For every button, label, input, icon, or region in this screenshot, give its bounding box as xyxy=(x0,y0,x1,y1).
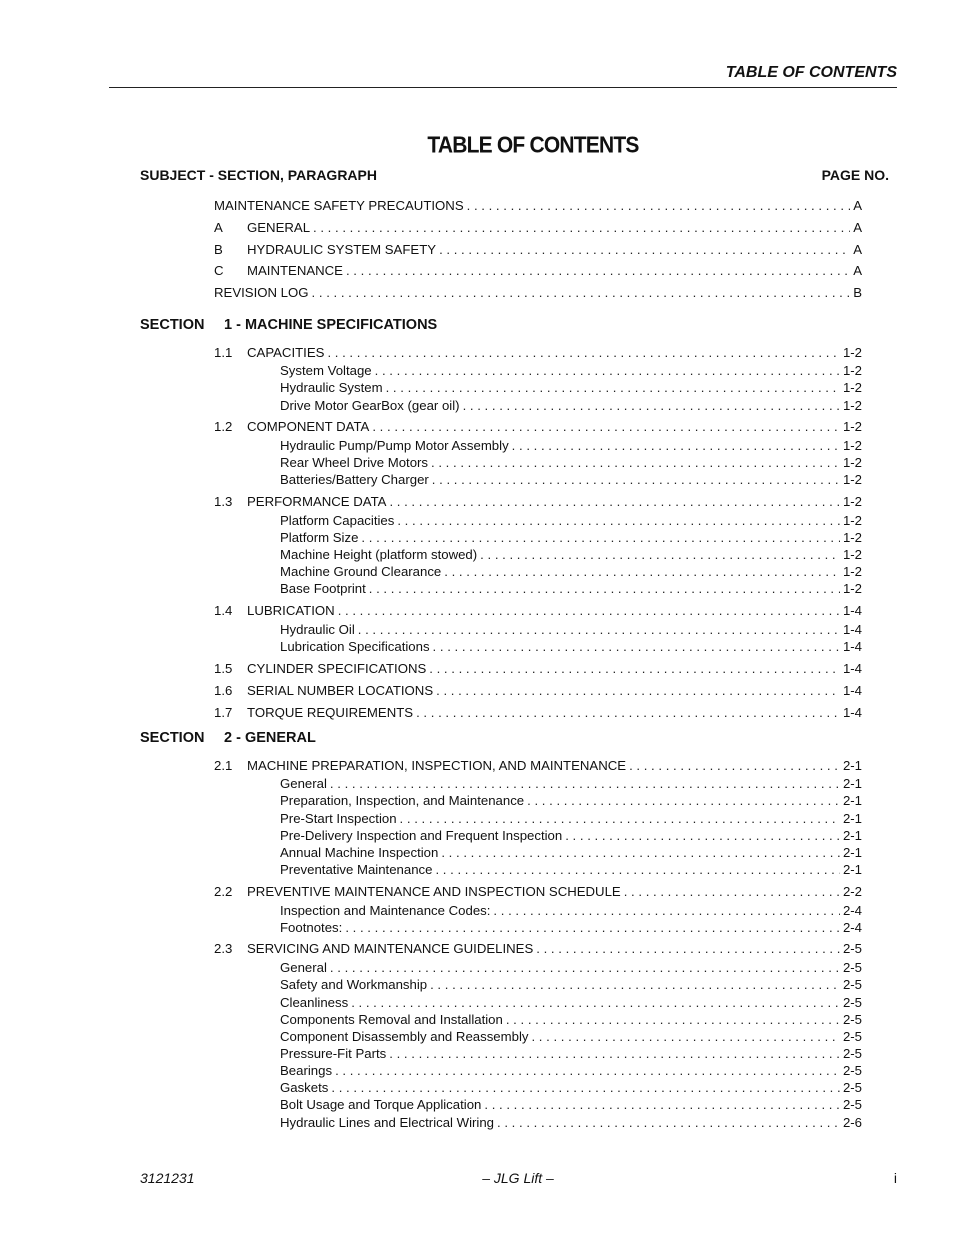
dot-leader xyxy=(327,344,840,361)
toc-entry-number: 1.4 xyxy=(214,603,233,618)
section-title: 2 - GENERAL xyxy=(224,730,316,746)
toc-entry-page: 2-5 xyxy=(842,1012,862,1027)
toc-subentry[interactable] xyxy=(280,1114,862,1131)
toc-entry-page: 1-2 xyxy=(842,455,862,470)
toc-entry-page: B xyxy=(853,285,862,300)
toc-entry-label: PERFORMANCE DATA xyxy=(247,494,387,509)
toc-entry-label: Base Footprint xyxy=(280,581,366,596)
toc-entry-page: 1-2 xyxy=(842,363,862,378)
toc-subentry[interactable] xyxy=(280,563,862,580)
toc-entry[interactable] xyxy=(214,940,862,957)
toc-entry-label: General xyxy=(280,776,327,791)
toc-entry-label: Safety and Workmanship xyxy=(280,977,428,992)
toc-entry-label: MACHINE PREPARATION, INSPECTION, AND MAINTENANCE xyxy=(247,758,627,773)
toc-entry[interactable] xyxy=(214,241,862,258)
toc-entry-page: 2-1 xyxy=(842,758,862,773)
dot-leader xyxy=(441,844,840,861)
toc-entry-label: PREVENTIVE MAINTENANCE AND INSPECTION SCHEDULE xyxy=(247,884,621,899)
toc-subentry[interactable] xyxy=(280,580,862,597)
toc-entry-page: 2-4 xyxy=(842,903,862,918)
toc-entry-page: 2-5 xyxy=(842,941,862,956)
toc-subentry[interactable] xyxy=(280,437,862,454)
toc-entry-page: 2-5 xyxy=(842,1063,862,1078)
dot-leader xyxy=(346,262,850,279)
toc-entry-page: 2-2 xyxy=(842,884,862,899)
toc-subentry[interactable] xyxy=(280,1028,862,1045)
toc-entry-page: 2-5 xyxy=(842,977,862,992)
toc-entry-page: 1-2 xyxy=(842,380,862,395)
toc-subentry[interactable] xyxy=(280,1096,862,1113)
toc-entry[interactable] xyxy=(214,757,862,774)
toc-entry-number: 1.7 xyxy=(214,705,233,720)
footer-brand: – JLG Lift – xyxy=(482,1170,554,1186)
toc-entry-page: 2-5 xyxy=(842,960,862,975)
dot-leader xyxy=(351,994,840,1011)
section-heading[interactable] xyxy=(140,317,437,333)
toc-entry-page: 1-2 xyxy=(842,581,862,596)
dot-leader xyxy=(467,197,851,214)
toc-entry-number: C xyxy=(214,263,224,278)
dot-leader xyxy=(345,919,840,936)
dot-leader xyxy=(358,621,840,638)
toc-entry-label: MAINTENANCE SAFETY PRECAUTIONS xyxy=(214,198,464,213)
toc-entry-label: GENERAL xyxy=(247,220,311,235)
toc-subentry[interactable] xyxy=(280,546,862,563)
section-word: SECTION xyxy=(140,317,205,333)
toc-entry-label: System Voltage xyxy=(280,363,372,378)
toc-subentry[interactable] xyxy=(280,775,862,792)
toc-entry-page: 2-1 xyxy=(842,811,862,826)
toc-entry-label: Machine Height (platform stowed) xyxy=(280,547,478,562)
dot-leader xyxy=(416,704,840,721)
dot-leader xyxy=(431,454,840,471)
toc-entry-label: Hydraulic Lines and Electrical Wiring xyxy=(280,1115,495,1130)
toc-entry-page: 1-2 xyxy=(842,398,862,413)
toc-entry-page: 1-2 xyxy=(842,438,862,453)
toc-entry-page: 2-6 xyxy=(842,1115,862,1130)
toc-entry-label: LUBRICATION xyxy=(247,603,335,618)
dot-leader xyxy=(444,563,840,580)
toc-subentry[interactable] xyxy=(280,529,862,546)
toc-entry-label: Batteries/Battery Charger xyxy=(280,472,429,487)
toc-entry-page: 1-4 xyxy=(842,639,862,654)
dot-leader xyxy=(493,902,840,919)
toc-entry-page: A xyxy=(853,242,862,257)
toc-entry[interactable] xyxy=(214,660,862,677)
dot-leader xyxy=(331,1079,840,1096)
toc-entry-page: 1-2 xyxy=(842,530,862,545)
toc-subentry[interactable] xyxy=(280,362,862,379)
toc-entry-number: 1.3 xyxy=(214,494,233,509)
dot-leader xyxy=(436,682,840,699)
toc-entry[interactable] xyxy=(214,284,862,301)
toc-entry-number: A xyxy=(214,220,223,235)
toc-entry-page: 1-4 xyxy=(842,622,862,637)
toc-entry-label: Platform Capacities xyxy=(280,513,395,528)
toc-entry-page: 1-4 xyxy=(842,705,862,720)
dot-leader xyxy=(429,660,840,677)
toc-entry-label: Drive Motor GearBox (gear oil) xyxy=(280,398,460,413)
toc-entry-page: 2-5 xyxy=(842,1029,862,1044)
dot-leader xyxy=(312,284,851,301)
toc-subentry[interactable] xyxy=(280,902,862,919)
toc-subentry[interactable] xyxy=(280,1079,862,1096)
toc-entry-label: CAPACITIES xyxy=(247,345,325,360)
dot-leader xyxy=(536,940,840,957)
toc-entry-number: 1.2 xyxy=(214,419,233,434)
toc-entry-label: Inspection and Maintenance Codes: xyxy=(280,903,491,918)
toc-subentry[interactable] xyxy=(280,844,862,861)
toc-entry[interactable] xyxy=(214,219,862,236)
toc-entry-page: 1-2 xyxy=(842,419,862,434)
dot-leader xyxy=(386,379,840,396)
toc-subentry[interactable] xyxy=(280,994,862,1011)
toc-subentry[interactable] xyxy=(280,810,862,827)
toc-entry-number: 2.2 xyxy=(214,884,233,899)
dot-leader xyxy=(372,418,840,435)
dot-leader xyxy=(369,580,840,597)
footer-doc-number: 3121231 xyxy=(140,1170,195,1186)
toc-entry-page: 2-5 xyxy=(842,1097,862,1112)
page-header-title: TABLE OF CONTENTS xyxy=(725,64,897,81)
toc-entry[interactable] xyxy=(214,493,862,510)
toc-subentry[interactable] xyxy=(280,827,862,844)
toc-subentry[interactable] xyxy=(280,959,862,976)
toc-entry-number: 2.1 xyxy=(214,758,233,773)
toc-entry-label: Pre-Delivery Inspection and Frequent Inspection xyxy=(280,828,563,843)
toc-entry-label: Cleanliness xyxy=(280,995,349,1010)
dot-leader xyxy=(497,1114,840,1131)
toc-entry-page: 2-1 xyxy=(842,862,862,877)
toc-entry-label: Pre-Start Inspection xyxy=(280,811,397,826)
dot-leader xyxy=(624,883,840,900)
dot-leader xyxy=(330,959,840,976)
toc-entry-label: MAINTENANCE xyxy=(247,263,343,278)
toc-entry[interactable] xyxy=(214,602,862,619)
toc-entry-page: 2-5 xyxy=(842,1080,862,1095)
dot-leader xyxy=(480,546,840,563)
toc-subentry[interactable] xyxy=(280,379,862,396)
dot-leader xyxy=(375,362,840,379)
toc-subentry[interactable] xyxy=(280,1011,862,1028)
toc-entry[interactable] xyxy=(214,418,862,435)
toc-entry-page: 2-1 xyxy=(842,845,862,860)
dot-leader xyxy=(313,219,850,236)
dot-leader xyxy=(361,529,840,546)
toc-entry-page: 2-1 xyxy=(842,828,862,843)
page-number-column-header: PAGE NO. xyxy=(821,167,889,183)
dot-leader xyxy=(389,1045,840,1062)
toc-entry-label: Hydraulic System xyxy=(280,380,383,395)
toc-entry-label: Lubrication Specifications xyxy=(280,639,430,654)
toc-entry-page: 2-4 xyxy=(842,920,862,935)
dot-leader xyxy=(484,1096,840,1113)
toc-entry-number: B xyxy=(214,242,223,257)
toc-entry-number: 2.3 xyxy=(214,941,233,956)
dot-leader xyxy=(512,437,840,454)
toc-entry-label: COMPONENT DATA xyxy=(247,419,370,434)
toc-entry-page: A xyxy=(853,263,862,278)
dot-leader xyxy=(629,757,840,774)
toc-entry-label: CYLINDER SPECIFICATIONS xyxy=(247,661,427,676)
toc-subentry[interactable] xyxy=(280,861,862,878)
dot-leader xyxy=(439,241,850,258)
toc-subentry[interactable] xyxy=(280,397,862,414)
toc-subentry[interactable] xyxy=(280,792,862,809)
toc-entry-label: Hydraulic Oil xyxy=(280,622,355,637)
toc-entry-label: Footnotes: xyxy=(280,920,343,935)
toc-entry-label: Annual Machine Inspection xyxy=(280,845,439,860)
page-title: TABLE OF CONTENTS xyxy=(427,133,639,158)
toc-entry-label: TORQUE REQUIREMENTS xyxy=(247,705,414,720)
dot-leader xyxy=(435,861,839,878)
toc-entry-label: HYDRAULIC SYSTEM SAFETY xyxy=(247,242,437,257)
dot-leader xyxy=(527,792,840,809)
toc-entry-label: Platform Size xyxy=(280,530,359,545)
toc-entry-page: A xyxy=(853,220,862,235)
section-title: 1 - MACHINE SPECIFICATIONS xyxy=(224,317,438,333)
toc-entry-page: 2-1 xyxy=(842,776,862,791)
toc-entry[interactable] xyxy=(214,682,862,699)
toc-entry-label: Components Removal and Installation xyxy=(280,1012,503,1027)
dot-leader xyxy=(400,810,840,827)
dot-leader xyxy=(389,493,839,510)
toc-entry-number: 1.1 xyxy=(214,345,233,360)
toc-entry-label: Bolt Usage and Torque Application xyxy=(280,1097,482,1112)
toc-entry-page: 1-2 xyxy=(842,547,862,562)
dot-leader xyxy=(335,1062,840,1079)
dot-leader xyxy=(330,775,840,792)
dot-leader xyxy=(506,1011,840,1028)
toc-entry-label: SERIAL NUMBER LOCATIONS xyxy=(247,683,434,698)
dot-leader xyxy=(433,638,840,655)
toc-entry-label: Preparation, Inspection, and Maintenance xyxy=(280,793,525,808)
toc-entry-label: Rear Wheel Drive Motors xyxy=(280,455,429,470)
toc-entry-page: 2-5 xyxy=(842,1046,862,1061)
toc-entry-label: Pressure-Fit Parts xyxy=(280,1046,387,1061)
toc-entry-page: 1-2 xyxy=(842,472,862,487)
toc-entry-label: SERVICING AND MAINTENANCE GUIDELINES xyxy=(247,941,534,956)
toc-subentry[interactable] xyxy=(280,1062,862,1079)
toc-entry-page: 2-1 xyxy=(842,793,862,808)
toc-entry-page: 1-2 xyxy=(842,513,862,528)
toc-subentry[interactable] xyxy=(280,1045,862,1062)
dot-leader xyxy=(430,976,840,993)
toc-entry-label: Machine Ground Clearance xyxy=(280,564,442,579)
toc-subentry[interactable] xyxy=(280,976,862,993)
toc-entry-page: 2-5 xyxy=(842,995,862,1010)
toc-subentry[interactable] xyxy=(280,638,862,655)
section-heading[interactable] xyxy=(140,730,316,746)
toc-subentry[interactable] xyxy=(280,471,862,488)
toc-entry-label: Bearings xyxy=(280,1063,333,1078)
footer-page-number: i xyxy=(893,1170,897,1186)
subject-column-header: SUBJECT - SECTION, PARAGRAPH xyxy=(140,167,377,183)
toc-entry-label: Hydraulic Pump/Pump Motor Assembly xyxy=(280,438,509,453)
toc-entry-page: 1-2 xyxy=(842,494,862,509)
toc-entry[interactable] xyxy=(214,344,862,361)
toc-entry-page: 1-4 xyxy=(842,603,862,618)
toc-entry[interactable] xyxy=(214,262,862,279)
toc-subentry[interactable] xyxy=(280,512,862,529)
toc-entry-page: A xyxy=(853,198,862,213)
toc-entry-page: 1-2 xyxy=(842,564,862,579)
dot-leader xyxy=(432,471,840,488)
dot-leader xyxy=(338,602,840,619)
toc-entry-number: 1.5 xyxy=(214,661,233,676)
toc-subentry[interactable] xyxy=(280,919,862,936)
dot-leader xyxy=(397,512,840,529)
toc-entry-label: Gaskets xyxy=(280,1080,329,1095)
toc-entry[interactable] xyxy=(214,197,862,214)
toc-entry[interactable] xyxy=(214,704,862,721)
toc-entry-page: 1-2 xyxy=(842,345,862,360)
toc-entry[interactable] xyxy=(214,883,862,900)
toc-subentry[interactable] xyxy=(280,621,862,638)
toc-entry-page: 1-4 xyxy=(842,683,862,698)
toc-entry-label: Component Disassembly and Reassembly xyxy=(280,1029,529,1044)
toc-entry-page: 1-4 xyxy=(842,661,862,676)
toc-entry-number: 1.6 xyxy=(214,683,233,698)
dot-leader xyxy=(565,827,840,844)
dot-leader xyxy=(463,397,840,414)
toc-subentry[interactable] xyxy=(280,454,862,471)
section-word: SECTION xyxy=(140,730,205,746)
toc-entry-label: Preventative Maintenance xyxy=(280,862,433,877)
dot-leader xyxy=(531,1028,839,1045)
toc-entry-label: General xyxy=(280,960,327,975)
toc-entry-label: REVISION LOG xyxy=(214,285,309,300)
